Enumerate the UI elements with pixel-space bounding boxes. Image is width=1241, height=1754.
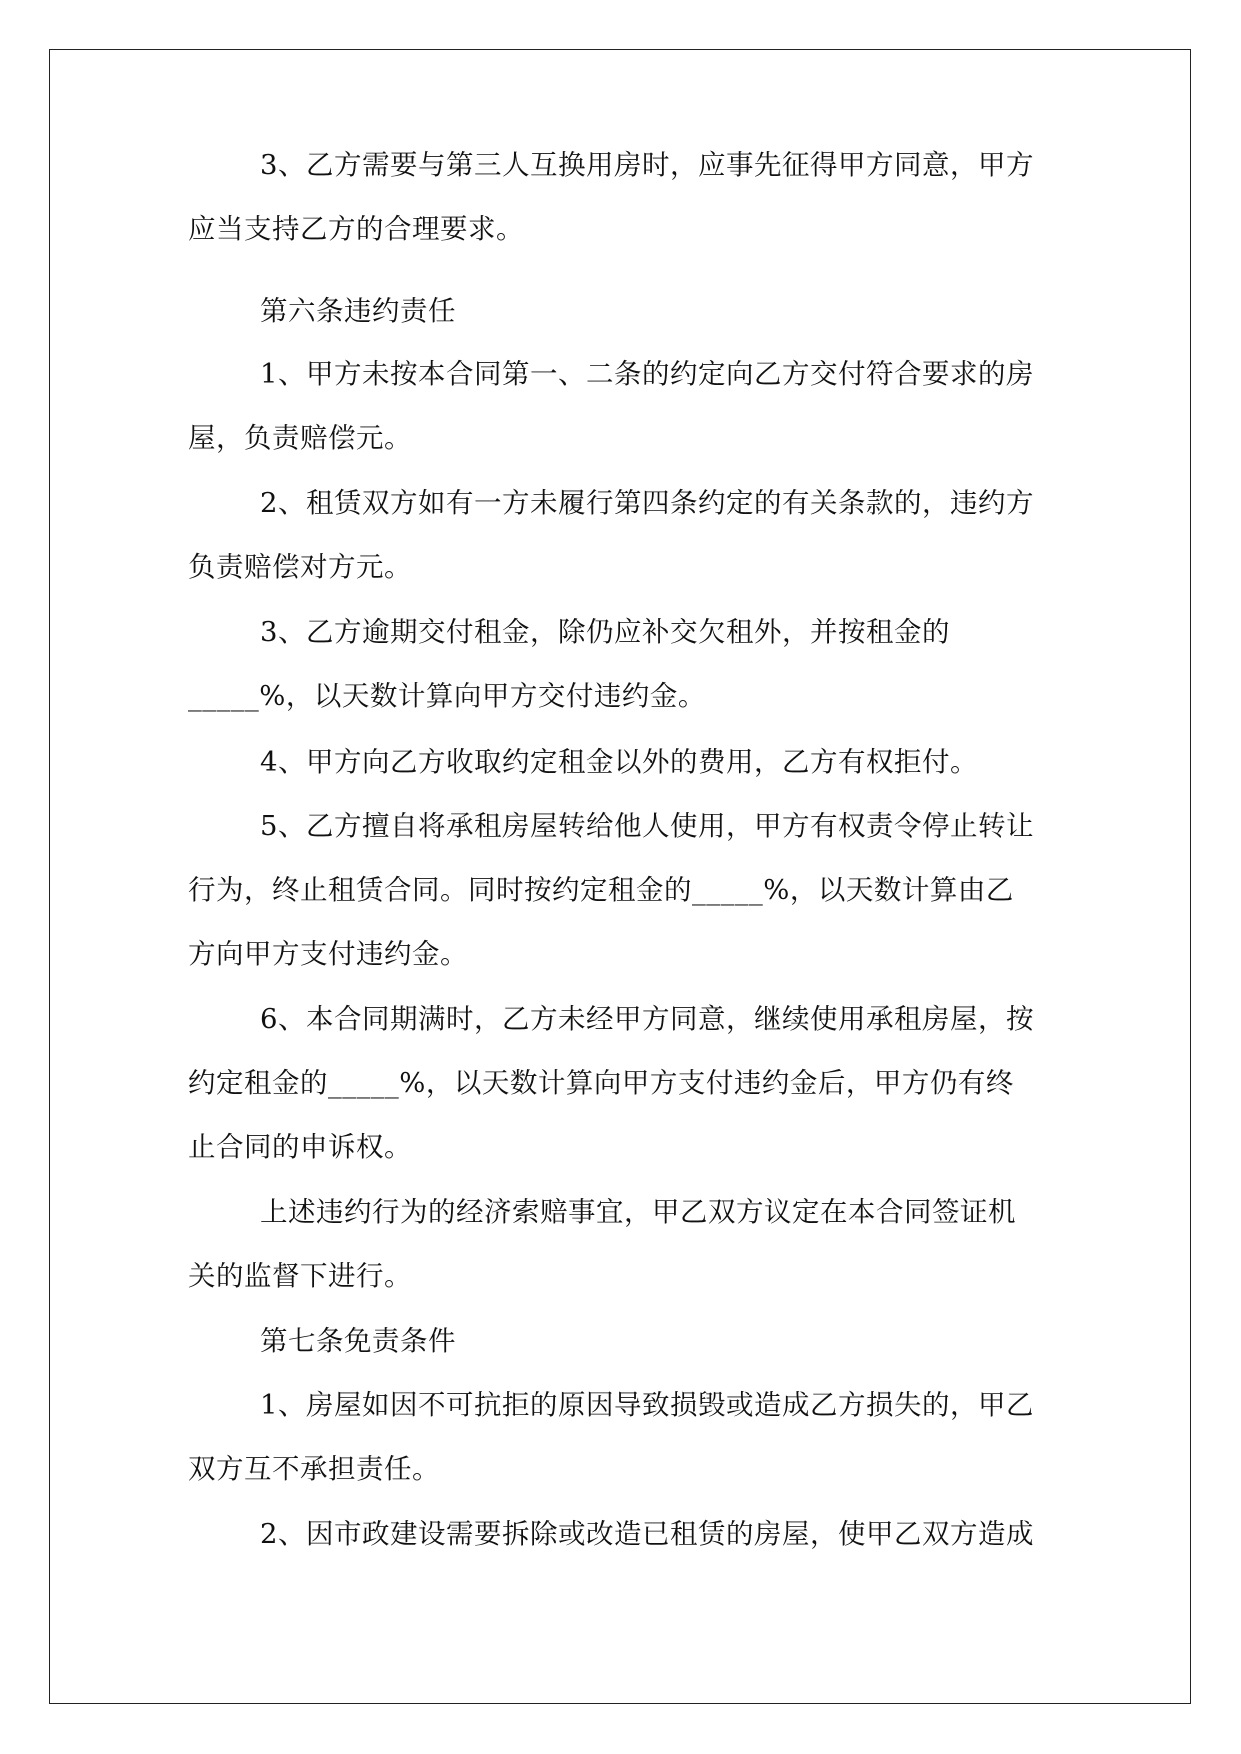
paragraph-line: 关的监督下进行。 <box>188 1260 412 1292</box>
paragraph-line: 2、因市政建设需要拆除或改造已租赁的房屋，使甲乙双方造成 <box>260 1518 1034 1550</box>
paragraph-line: 应当支持乙方的合理要求。 <box>188 213 524 245</box>
clause-paragraph <box>188 730 1058 794</box>
clause-paragraph <box>188 794 1058 986</box>
clause-paragraph <box>188 133 1058 261</box>
paragraph-line: 负责赔偿对方元。 <box>188 551 412 583</box>
clause-paragraph <box>188 1180 1058 1308</box>
paragraph-line: 3、乙方需要与第三人互换用房时，应事先征得甲方同意，甲方 <box>260 149 1034 181</box>
paragraph-line: 1、房屋如因不可抗拒的原因导致损毁或造成乙方损失的，甲乙 <box>260 1389 1034 1421</box>
paragraph-line: 约定租金的_____%，以天数计算向甲方支付违约金后，甲方仍有终 <box>188 1067 1014 1099</box>
paragraph-line: 屋，负责赔偿元。 <box>188 422 412 454</box>
paragraph-line: 3、乙方逾期交付租金，除仍应补交欠租外，并按租金的 <box>260 616 950 648</box>
clause-paragraph <box>188 987 1058 1179</box>
paragraph-line: 双方互不承担责任。 <box>188 1453 440 1485</box>
article-heading <box>188 279 1058 343</box>
paragraph-line: 行为，终止租赁合同。同时按约定租金的_____%，以天数计算由乙 <box>188 874 1014 906</box>
paragraph-line: _____%，以天数计算向甲方交付违约金。 <box>188 680 706 712</box>
paragraph-line: 上述违约行为的经济索赔事宜，甲乙双方议定在本合同签证机 <box>260 1196 1016 1228</box>
clause-paragraph <box>188 342 1058 470</box>
paragraph-line: 2、租赁双方如有一方未履行第四条约定的有关条款的，违约方 <box>260 487 1034 519</box>
clause-paragraph <box>188 471 1058 599</box>
paragraph-line: 方向甲方支付违约金。 <box>188 938 468 970</box>
heading-line: 第六条违约责任 <box>260 295 456 327</box>
clause-paragraph <box>188 1373 1058 1501</box>
paragraph-line: 止合同的申诉权。 <box>188 1131 412 1163</box>
paragraph-line: 6、本合同期满时，乙方未经甲方同意，继续使用承租房屋，按 <box>260 1003 1034 1035</box>
paragraph-line: 4、甲方向乙方收取约定租金以外的费用，乙方有权拒付。 <box>260 746 978 778</box>
clause-paragraph <box>188 600 1058 728</box>
article-heading <box>188 1309 1058 1373</box>
heading-line: 第七条免责条件 <box>260 1325 456 1357</box>
paragraph-line: 1、甲方未按本合同第一、二条的约定向乙方交付符合要求的房 <box>260 358 1034 390</box>
clause-paragraph <box>188 1502 1058 1566</box>
paragraph-line: 5、乙方擅自将承租房屋转给他人使用，甲方有权责令停止转让 <box>260 810 1034 842</box>
